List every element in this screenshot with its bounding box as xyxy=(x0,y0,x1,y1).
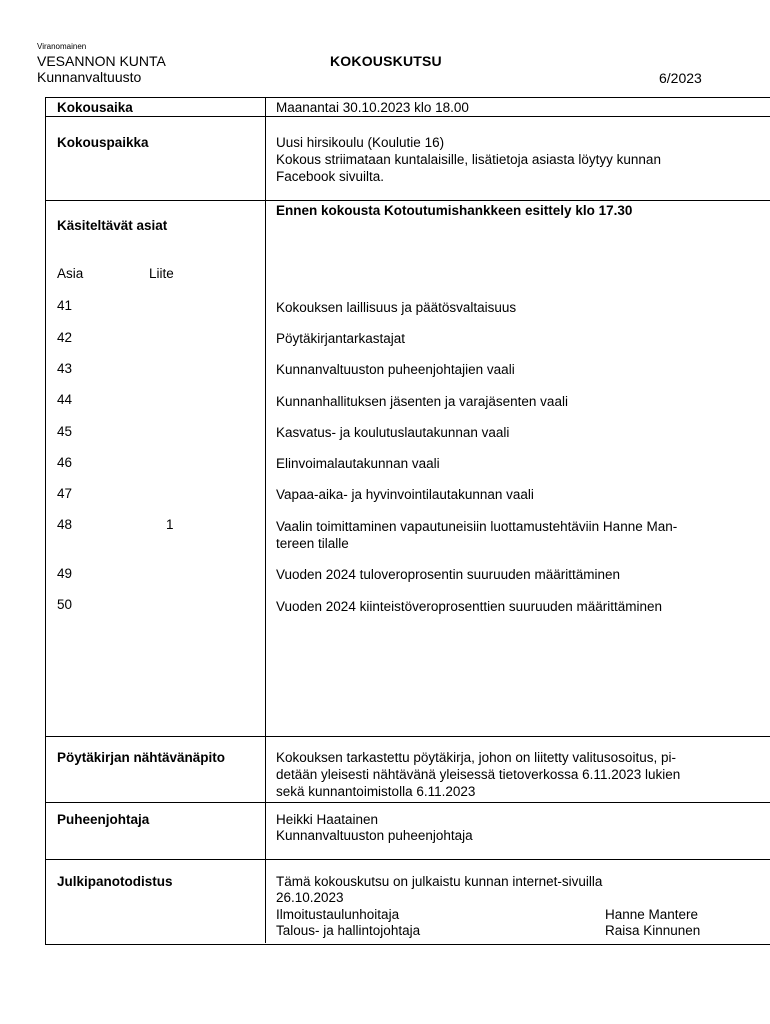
minutes-label: Pöytäkirjan nähtävänäpito xyxy=(57,750,226,765)
agenda-label: Käsiteltävät asiat xyxy=(57,218,168,233)
signer-role: Talous- ja hallintojohtaja xyxy=(276,923,421,938)
row-divider xyxy=(45,802,770,803)
department-name: Kunnanvaltuusto xyxy=(37,69,142,85)
agenda-item-number: 49 xyxy=(57,566,73,581)
agenda-item-title: Vapaa-aika- ja hyvinvointilautakunnan vaali xyxy=(276,487,534,502)
agenda-item-number: 44 xyxy=(57,392,73,407)
row-divider xyxy=(45,200,770,201)
agenda-item-number: 50 xyxy=(57,597,73,612)
publication-label: Julkipanotodistus xyxy=(57,874,173,889)
meeting-place-line: Uusi hirsikoulu (Koulutie 16) xyxy=(276,135,445,150)
agenda-item-number: 45 xyxy=(57,424,73,439)
signer-name: Hanne Mantere xyxy=(605,907,699,922)
agenda-item-number: 48 xyxy=(57,517,73,532)
chair-label: Puheenjohtaja xyxy=(57,812,150,827)
organization-name: VESANNON KUNTA xyxy=(37,53,166,69)
agenda-item-title: Vuoden 2024 tuloveroprosentin suuruuden määrittäminen xyxy=(276,567,620,582)
column-header-attachment: Liite xyxy=(149,266,174,281)
agenda-item-title: Vuoden 2024 kiinteistöveroprosenttien suuruuden määrittäminen xyxy=(276,599,662,614)
agenda-item-title: Kunnanvaltuuston puheenjohtajien vaali xyxy=(276,362,515,377)
pre-meeting-note: Ennen kokousta Kotoutumishankkeen esittely klo 17.30 xyxy=(276,203,633,218)
agenda-item-number: 43 xyxy=(57,361,73,376)
agenda-item-title: Elinvoimalautakunnan vaali xyxy=(276,456,440,471)
agenda-item-title: Pöytäkirjantarkastajat xyxy=(276,331,406,346)
column-header-item: Asia xyxy=(57,266,84,281)
column-divider xyxy=(265,97,266,943)
meeting-time-label: Kokousaika xyxy=(57,100,133,115)
meeting-place-line: Kokous striimataan kuntalaisille, lisätietoja asiasta löytyy kunnan xyxy=(276,152,661,167)
agenda-item-title: tereen tilalle xyxy=(276,536,349,551)
document-number: 6/2023 xyxy=(659,70,702,86)
chair-name: Heikki Haatainen xyxy=(276,812,379,827)
agenda-item-title: Kunnanhallituksen jäsenten ja varajäsenten vaali xyxy=(276,394,568,409)
minutes-line: Kokouksen tarkastettu pöytäkirja, johon on liitetty valitusosoitus, pi- xyxy=(276,750,676,765)
publication-date: 26.10.2023 xyxy=(276,890,344,905)
authority-label: Viranomainen xyxy=(37,42,87,51)
publication-line: Tämä kokouskutsu on julkaistu kunnan internet-sivuilla xyxy=(276,874,603,889)
agenda-item-number: 42 xyxy=(57,330,73,345)
agenda-item-attachment: 1 xyxy=(166,517,174,532)
meeting-time-value: Maanantai 30.10.2023 klo 18.00 xyxy=(276,100,469,115)
row-divider xyxy=(45,859,770,860)
row-divider xyxy=(45,736,770,737)
agenda-item-number: 41 xyxy=(57,298,73,313)
agenda-item-title: Vaalin toimittaminen vapautuneisiin luottamustehtäviin Hanne Man- xyxy=(276,519,678,534)
minutes-line: sekä kunnantoimistolla 6.11.2023 xyxy=(276,784,476,799)
agenda-item-number: 47 xyxy=(57,486,73,501)
agenda-item-title: Kokouksen laillisuus ja päätösvaltaisuus xyxy=(276,300,517,315)
signer-role: Ilmoitustaulunhoitaja xyxy=(276,907,400,922)
signer-name: Raisa Kinnunen xyxy=(605,923,701,938)
agenda-item-title: Kasvatus- ja koulutuslautakunnan vaali xyxy=(276,425,510,440)
minutes-line: detään yleisesti nähtävänä yleisessä tietoverkossa 6.11.2023 lukien xyxy=(276,767,681,782)
document-title: KOKOUSKUTSU xyxy=(330,53,442,69)
chair-title: Kunnanvaltuuston puheenjohtaja xyxy=(276,828,473,843)
meeting-place-line: Facebook sivuilta. xyxy=(276,169,385,184)
agenda-item-number: 46 xyxy=(57,455,73,470)
meeting-place-label: Kokouspaikka xyxy=(57,135,149,150)
